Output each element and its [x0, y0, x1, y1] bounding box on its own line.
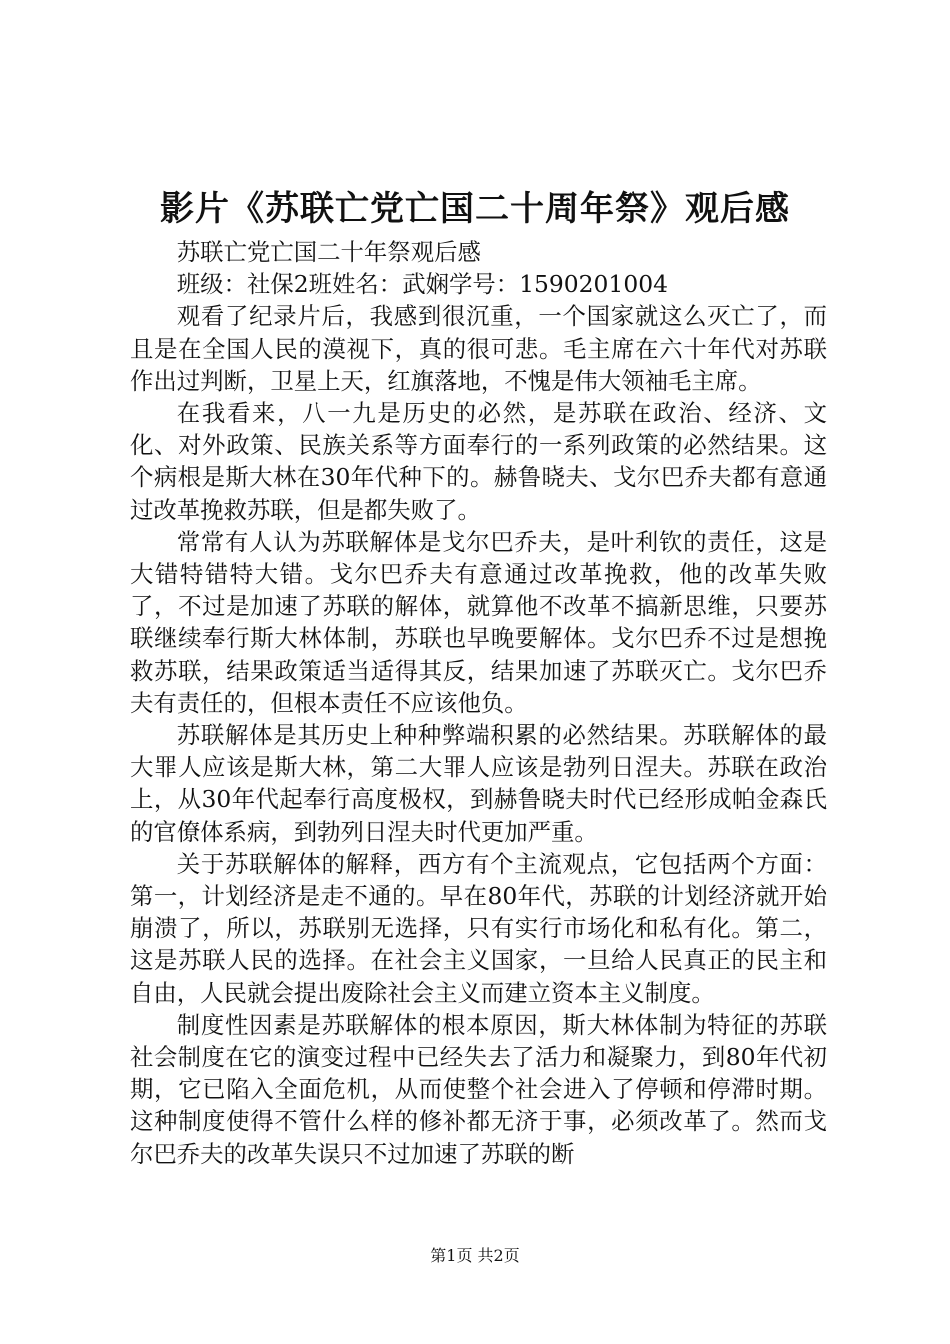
document-body — [130, 236, 827, 1170]
paragraph-1: 观看了纪录片后，我感到很沉重，一个国家就这么灭亡了，而且是在全国人民的漠视下，真的很可悲。毛主席在六十年代对苏联作出过判断，卫星上天，红旗落地，不愧是伟大领袖毛主席。 — [130, 302, 827, 395]
subtitle: 苏联亡党亡国二十年祭观后感 — [176, 238, 481, 266]
paragraph-3: 常常有人认为苏联解体是戈尔巴乔夫，是叶利钦的责任，这是大错特错特大错。戈尔巴乔夫有意通过改革挽救，他的改革失败了，不过是加速了苏联的解体，就算他不改革不搞新思维，只要苏联继续奉行斯大林体制，苏联也早晚要解体。戈尔巴乔不过是想挽救苏联，结果政策适当适得其反，结果加速了苏联灭亡。戈尔巴乔夫有责任的，但根本责任不应该他负。 — [130, 527, 827, 717]
paragraph-2: 在我看来，八一九是历史的必然，是苏联在政治、经济、文化、对外政策、民族关系等方面奉行的一系列政策的必然结果。这个病根是斯大林在30年代种下的。赫鲁晓夫、戈尔巴乔夫都有意通过改革挽救苏联，但是都失败了。 — [130, 399, 827, 524]
paragraph-5: 关于苏联解体的解释，西方有个主流观点，它包括两个方面：第一，计划经济是走不通的。早在80年代，苏联的计划经济就开始崩溃了，所以，苏联别无选择，只有实行市场化和私有化。第二，这是苏联人民的选择。在社会主义国家，一旦给人民真正的民主和自由，人民就会提出废除社会主义而建立资本主义制度。 — [130, 849, 827, 1007]
author-line: 班级：社保2班姓名：武娴学号：1590201004 — [176, 270, 668, 299]
paragraph-4: 苏联解体是其历史上种种弊端积累的必然结果。苏联解体的最大罪人应该是斯大林，第二大罪人应该是勃列日涅夫。苏联在政治上，从30年代起奉行高度极权，到赫鲁晓夫时代已经形成帕金森氏的官僚体系病，到勃列日涅夫时代更加严重。 — [130, 721, 827, 846]
page-title: 影片《苏联亡党亡国二十周年祭》观后感 — [160, 189, 790, 229]
page-footer: 第1页 共2页 — [430, 1246, 520, 1265]
paragraph-6: 制度性因素是苏联解体的根本原因，斯大林体制为特征的苏联社会制度在它的演变过程中已经失去了活力和凝聚力，到80年代初期，它已陷入全面危机，从而使整个社会进入了停顿和停滞时期。这种制度使得不管什么样的修补都无济于事，必须改革了。然而戈尔巴乔夫的改革失误只不过加速了苏联的断 — [130, 1010, 827, 1168]
